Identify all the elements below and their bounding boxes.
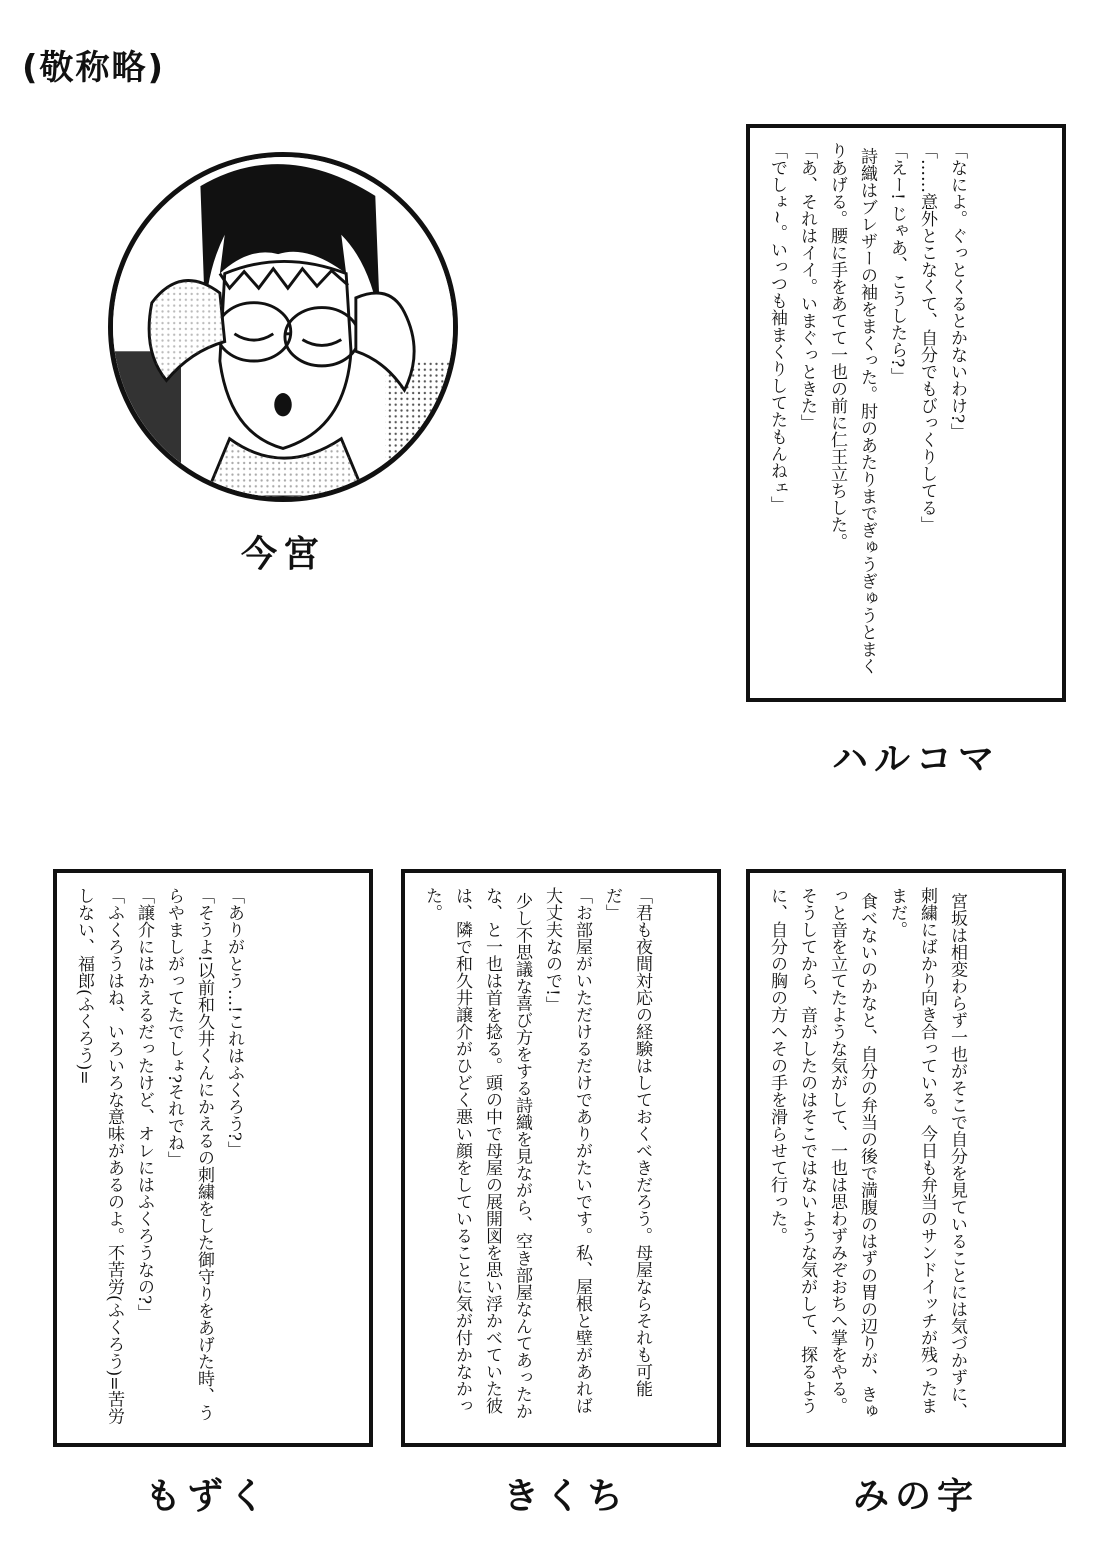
story-text-harukoma: 「なによ。ぐっとくるとかないわけ?」 「……意外とこなくて、自分でもびっくりしてる」 「えー! じゃあ、こうしたら?」 詩織はブレザーの袖をまくった。肘のあたりまでぎゅうぎゅうとまくりあげる。腰に手をあてて一也の前に仁王立ちした。 「あ、それはイイ。いまぐっときた」 「でしょ~。いっつも袖まくりしてたもんねェ」 <box>767 142 967 675</box>
text-box-kikuchi <box>401 869 721 1447</box>
header-note: (敬称略) <box>22 48 166 88</box>
author-name-mozuku: もずく <box>144 1476 271 1517</box>
text-box-minoji <box>746 869 1066 1447</box>
author-name-minoji: みの字 <box>852 1476 979 1517</box>
author-name-harukoma: ハルコマ <box>831 739 1000 780</box>
author-name-kikuchi: きくち <box>502 1476 629 1517</box>
story-text-minoji: 宮坂は相変わらず一也がそこで自分を見ていることには気づかずに、刺繍にばかり向き合っている。今日も弁当のサンドイッチが残ったままだ。 食べないのかなと、自分の弁当の後で満腹のはずの胃の辺りが、きゅっと音を立てたような気がして、一也は思わずみぞおちへ掌をやる。そうしてから、音がしたのはそこではないような気がして、探るように、自分の胸の方へその手を滑らせて行った。 <box>767 887 967 1420</box>
portrait-illustration <box>108 152 458 502</box>
portrait-name: 今宮 <box>240 534 325 575</box>
text-box-mozuku <box>53 869 373 1447</box>
story-text-kikuchi: 「君も夜間対応の経験はしておくべきだろう。母屋ならそれも可能だ」 「お部屋がいただけるだけでありがたいです。私、屋根と壁があれば大丈夫なので!」 少し不思議な喜び方をする詩織を見ながら、空き部屋なんてあったかな、と一也は首を捻る。頭の中で母屋の展開図を思い浮かべていた彼は、隣で和久井譲介がひどく悪い顔をしていることに気が付かなかった。 <box>422 887 652 1420</box>
story-text-mozuku: 「ありがとう…!これはふくろう?」 「そうよ!以前和久井くんにかえるの刺繍をした御守りをあげた時、うらやましがってたでしょ?それでね」 「譲介にはかえるだったけど、オレにはふくろうなの?」 「ふくろうはね、いろいろな意味があるのよ。不苦労(ふくろう)=苦労しない、福郎(ふくろう)= <box>74 887 244 1425</box>
text-box-harukoma <box>746 124 1066 702</box>
